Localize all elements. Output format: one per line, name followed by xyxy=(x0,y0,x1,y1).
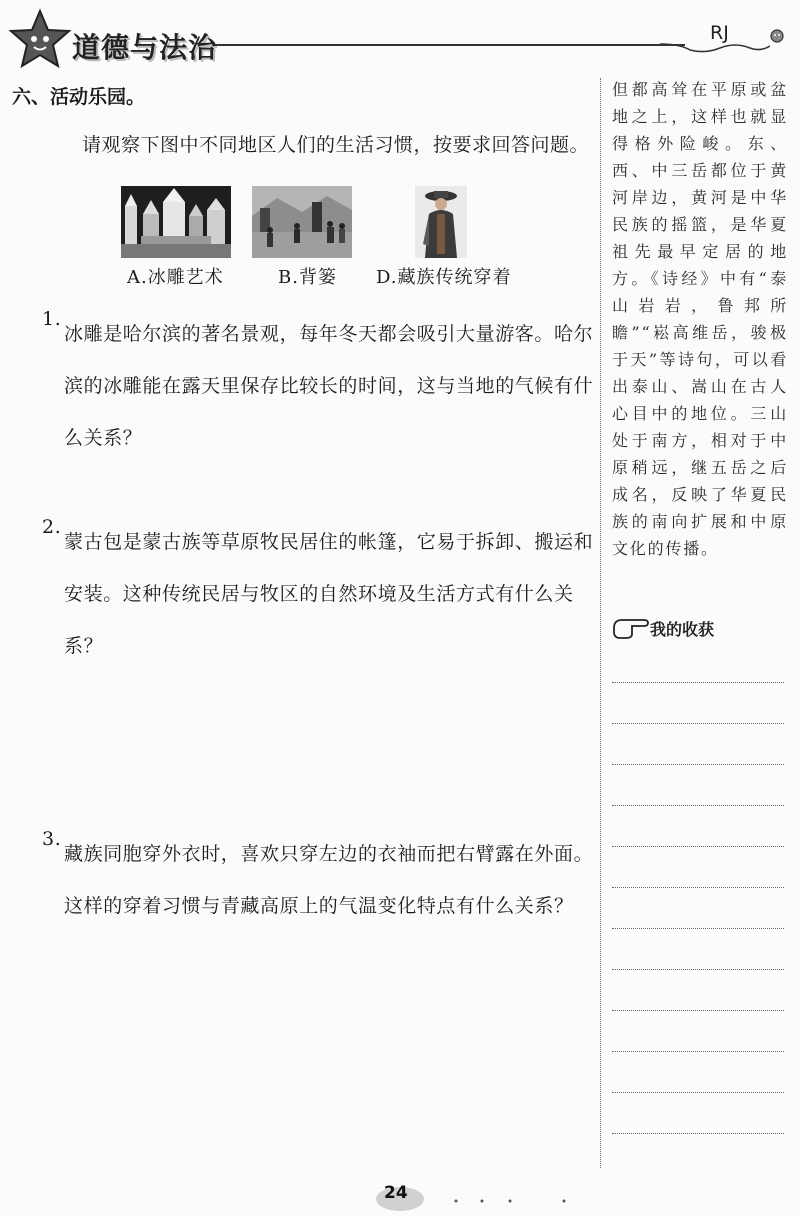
sidebar-divider xyxy=(600,78,601,1168)
harvest-writing-line[interactable] xyxy=(612,928,784,929)
question-number: 1. xyxy=(42,308,62,330)
harvest-writing-line[interactable] xyxy=(612,682,784,683)
harvest-writing-line[interactable] xyxy=(612,764,784,765)
photo-caption-d: D.藏族传统穿着 xyxy=(376,267,512,288)
tibetan-costume-photo xyxy=(415,186,467,258)
pointing-hand-icon xyxy=(610,614,650,640)
question-number: 3. xyxy=(42,828,62,850)
photo-caption-b: B.背篓 xyxy=(278,267,337,288)
question-text: 蒙古包是蒙古族等草原牧民居住的帐篷，它易于拆卸、搬运和安装。这种传统民居与牧区的自然环境及生活方式有什么关系？ xyxy=(64,531,594,657)
harvest-writing-line[interactable] xyxy=(612,1051,784,1052)
mascot-head-icon xyxy=(768,26,786,44)
harvest-writing-line[interactable] xyxy=(612,1133,784,1134)
question-text: 藏族同胞穿外衣时，喜欢只穿左边的衣袖而把右臂露在外面。这样的穿着习惯与青藏高原上的气温变化特点有什么关系？ xyxy=(64,843,594,917)
header-rule xyxy=(215,44,685,46)
ice-sculpture-photo xyxy=(121,186,231,258)
harvest-heading: 我的收获 xyxy=(650,620,715,639)
section-heading: 六、活动乐园。 xyxy=(12,86,146,108)
question-2 xyxy=(42,516,597,672)
mascot-star-icon xyxy=(8,8,72,72)
harvest-writing-line[interactable] xyxy=(612,846,784,847)
edition-code: RJ xyxy=(710,22,729,44)
page-number: 24 xyxy=(384,1183,408,1203)
sidebar-reading-text: 但都高耸在平原或盆地之上，这样也就显得格外险峻。东、西、中三岳都位于黄河岸边，黄河是中华民族的摇篮，是华夏祖先最早定居的地方。《诗经》中有“泰山岩岩，鲁邦所瞻”“崧高维岳，骏极于天”等诗句，可以看出泰山、嵩山在古人心目中的地位。三山处于南方，相对于中原稍远，继五岳之后成名，反映了华夏民族的南向扩展和中原文化的传播。 xyxy=(612,80,788,558)
question-number: 2. xyxy=(42,516,62,538)
harvest-writing-line[interactable] xyxy=(612,887,784,888)
harvest-writing-line[interactable] xyxy=(612,1010,784,1011)
harvest-writing-line[interactable] xyxy=(612,723,784,724)
harvest-writing-line[interactable] xyxy=(612,805,784,806)
harvest-writing-line[interactable] xyxy=(612,969,784,970)
question-1 xyxy=(42,308,597,464)
question-3 xyxy=(42,828,597,932)
back-basket-photo xyxy=(252,186,352,258)
book-title: 道德与法治 xyxy=(72,31,218,64)
harvest-writing-line[interactable] xyxy=(612,1092,784,1093)
section-intro: 请观察下图中不同地区人们的生活习惯，按要求回答问题。 xyxy=(82,134,590,156)
photo-caption-a: A.冰雕艺术 xyxy=(127,267,224,288)
question-text: 冰雕是哈尔滨的著名景观，每年冬天都会吸引大量游客。哈尔滨的冰雕能在露天里保存比较长的时间，这与当地的气候有什么关系？ xyxy=(64,323,594,449)
